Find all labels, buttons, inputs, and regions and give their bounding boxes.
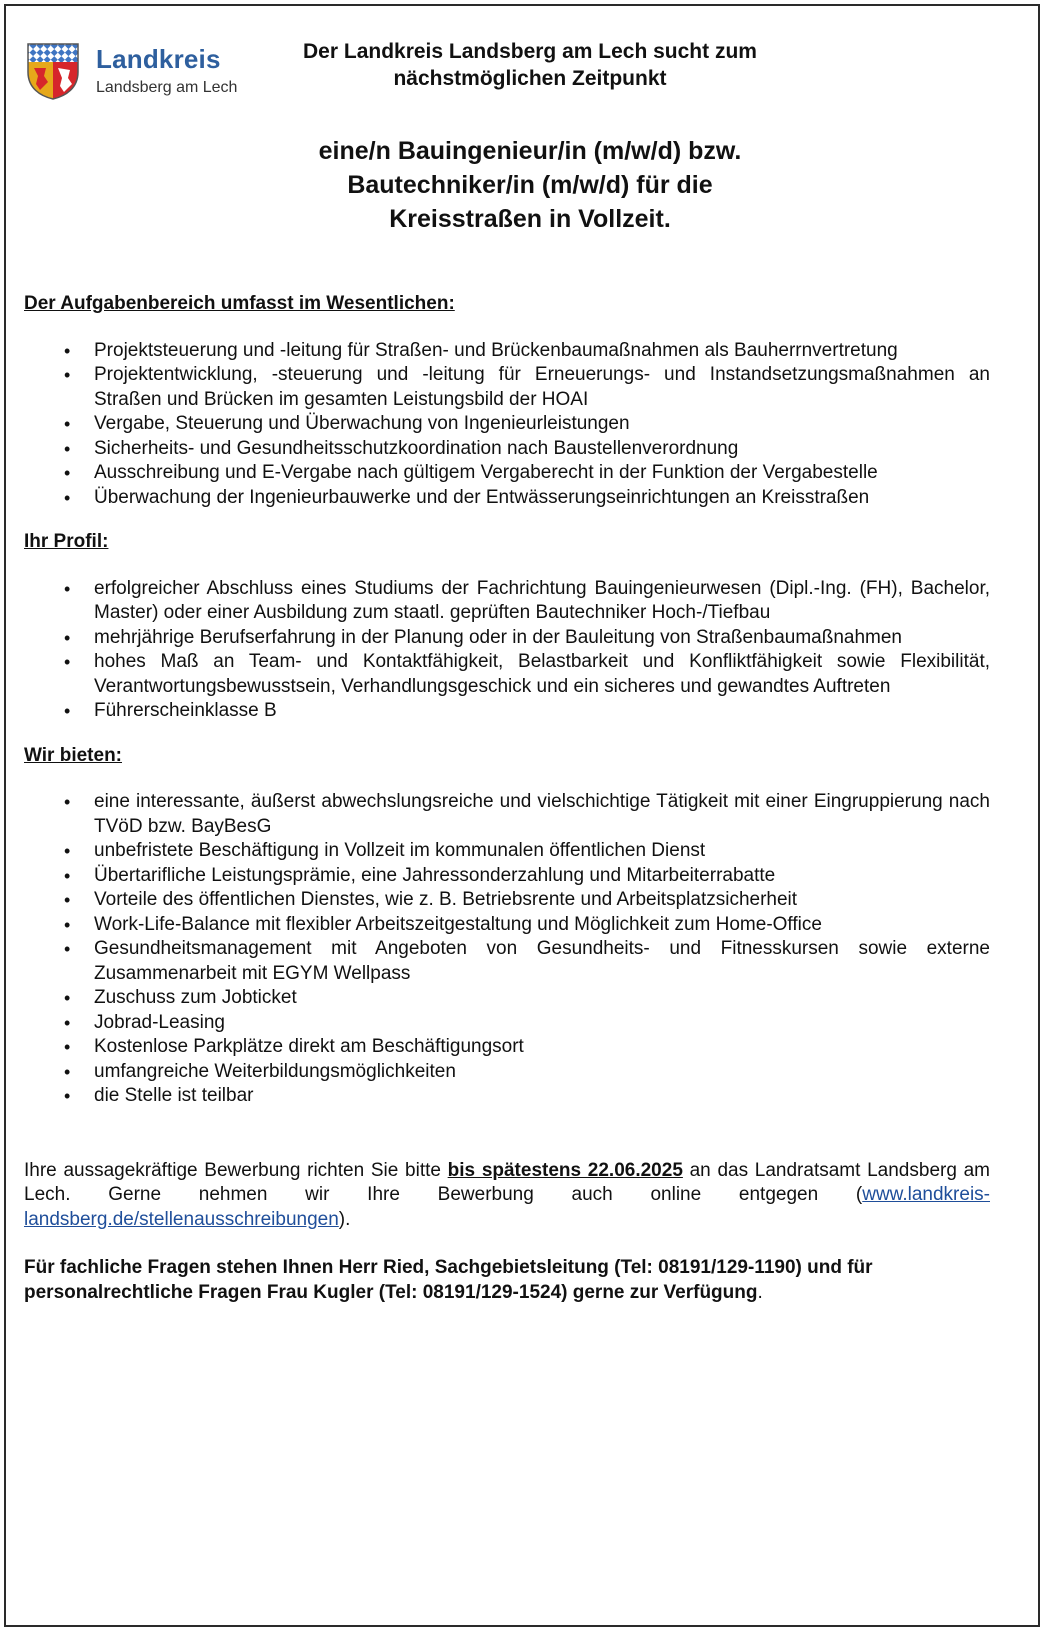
coat-of-arms-icon: [26, 42, 80, 100]
list-item: • Work-Life-Balance mit flexibler Arbeitszeitgestaltung und Möglichkeit zum Home-Office: [24, 913, 990, 938]
job-title-line: Bautechniker/in (m/w/d) für die: [347, 171, 713, 199]
list-item: • Zuschuss zum Jobticket: [24, 986, 990, 1011]
application-deadline: bis spätestens 22.06.2025: [447, 1159, 683, 1181]
offer-heading: Wir bieten:: [24, 744, 122, 766]
application-text: an das Landratsamt Landsberg am Lech. Gerne nehmen wir Ihre Bewerbung auch online entgegen (: [24, 1159, 991, 1205]
contact-info: [24, 1256, 990, 1305]
list-item: • Vorteile des öffentlichen Dienstes, wie z. B. Betriebsrente und Arbeitsplatzsicherheit: [24, 888, 990, 913]
list-item: • umfangreiche Weiterbildungsmöglichkeiten: [24, 1060, 990, 1085]
list-item: • Projektentwicklung, -steuerung und -leitung für Erneuerungs- und Instandsetzungsmaßnahmen an Straßen und Brücken im gesamten Leistungsbild der HOAI: [24, 363, 990, 412]
list-item: • Vergabe, Steuerung und Überwachung von Ingenieurleistungen: [24, 412, 990, 437]
list-item: • Übertarifliche Leistungsprämie, eine Jahressonderzahlung und Mitarbeiterrabatte: [24, 864, 990, 889]
list-item: • Gesundheitsmanagement mit Angeboten von Gesundheits- und Fitnesskursen sowie externe Zusammenarbeit mit EGYM Wellpass: [24, 937, 990, 986]
list-item: • unbefristete Beschäftigung in Vollzeit im kommunalen öffentlichen Dienst: [24, 839, 990, 864]
list-item: • Projektsteuerung und -leitung für Straßen- und Brückenbaumaßnahmen als Bauherrnvertretung: [24, 339, 990, 364]
logo-subtitle: Landsberg am Lech: [96, 79, 238, 96]
intro-text: Der Landkreis Landsberg am Lech sucht zum nächstmöglichen Zeitpunkt: [303, 40, 757, 90]
list-item: • Ausschreibung und E-Vergabe nach gültigem Vergaberecht in der Funktion der Vergabestelle: [24, 461, 990, 486]
job-title-line: eine/n Bauingenieur/in (m/w/d) bzw.: [318, 137, 742, 165]
list-item: • eine interessante, äußerst abwechslungsreiche und vielschichtige Tätigkeit mit einer Eingruppierung nach TVöD bzw. BayBesG: [24, 790, 990, 839]
offer-list: [24, 790, 990, 1109]
landkreis-logo: [26, 42, 256, 102]
job-title: [150, 134, 910, 236]
list-item: • mehrjährige Berufserfahrung in der Planung oder in der Bauleitung von Straßenbaumaßnahmen: [24, 626, 990, 651]
main-content: [24, 292, 990, 1324]
tasks-list: [24, 339, 990, 511]
list-item: • Führerscheinklasse B: [24, 699, 990, 724]
list-item: • Jobrad-Leasing: [24, 1011, 990, 1036]
list-item: • hohes Maß an Team- und Kontaktfähigkeit, Belastbarkeit und Konfliktfähigkeit sowie Flexibilität, Verantwortungsbewusstsein, Verhandlungsgeschick und ein sicheres und gewandtes Auftreten: [24, 650, 990, 699]
profile-list: [24, 577, 990, 724]
tasks-heading: Der Aufgabenbereich umfasst im Wesentlichen:: [24, 293, 455, 314]
application-text: Ihre aussagekräftige Bewerbung richten Sie bitte: [24, 1159, 448, 1181]
list-item: • Sicherheits- und Gesundheitsschutzkoordination nach Baustellenverordnung: [24, 437, 990, 462]
application-note: [24, 1159, 990, 1233]
application-text: ).: [338, 1208, 351, 1230]
list-item: • erfolgreicher Abschluss eines Studiums der Fachrichtung Bauingenieurwesen (Dipl.-Ing. (FH), Bachelor, Master) oder einer Ausbildung zum staatl. geprüften Bautechniker Hoch-/Tiefbau: [24, 577, 990, 626]
application-link[interactable]: www.landkreis-landsberg.de/stellenausschreibungen: [24, 1184, 990, 1230]
profile-heading: Ihr Profil:: [24, 531, 109, 552]
contact-end: .: [757, 1281, 763, 1303]
list-item: • Kostenlose Parkplätze direkt am Beschäftigungsort: [24, 1035, 990, 1060]
list-item: • die Stelle ist teilbar: [24, 1084, 990, 1109]
job-title-line: Kreisstraßen in Vollzeit.: [389, 205, 671, 233]
contact-text: Für fachliche Fragen stehen Ihnen Herr Ried, Sachgebietsleitung (Tel: 08191/129-1190) und für personalrechtliche Fragen Frau Kugler (Tel: 08191/129-1524) gerne zur Verfügung: [24, 1257, 873, 1303]
logo-title: Landkreis: [96, 44, 221, 74]
list-item: • Überwachung der Ingenieurbauwerke und der Entwässerungseinrichtungen an Kreisstraßen: [24, 486, 990, 511]
